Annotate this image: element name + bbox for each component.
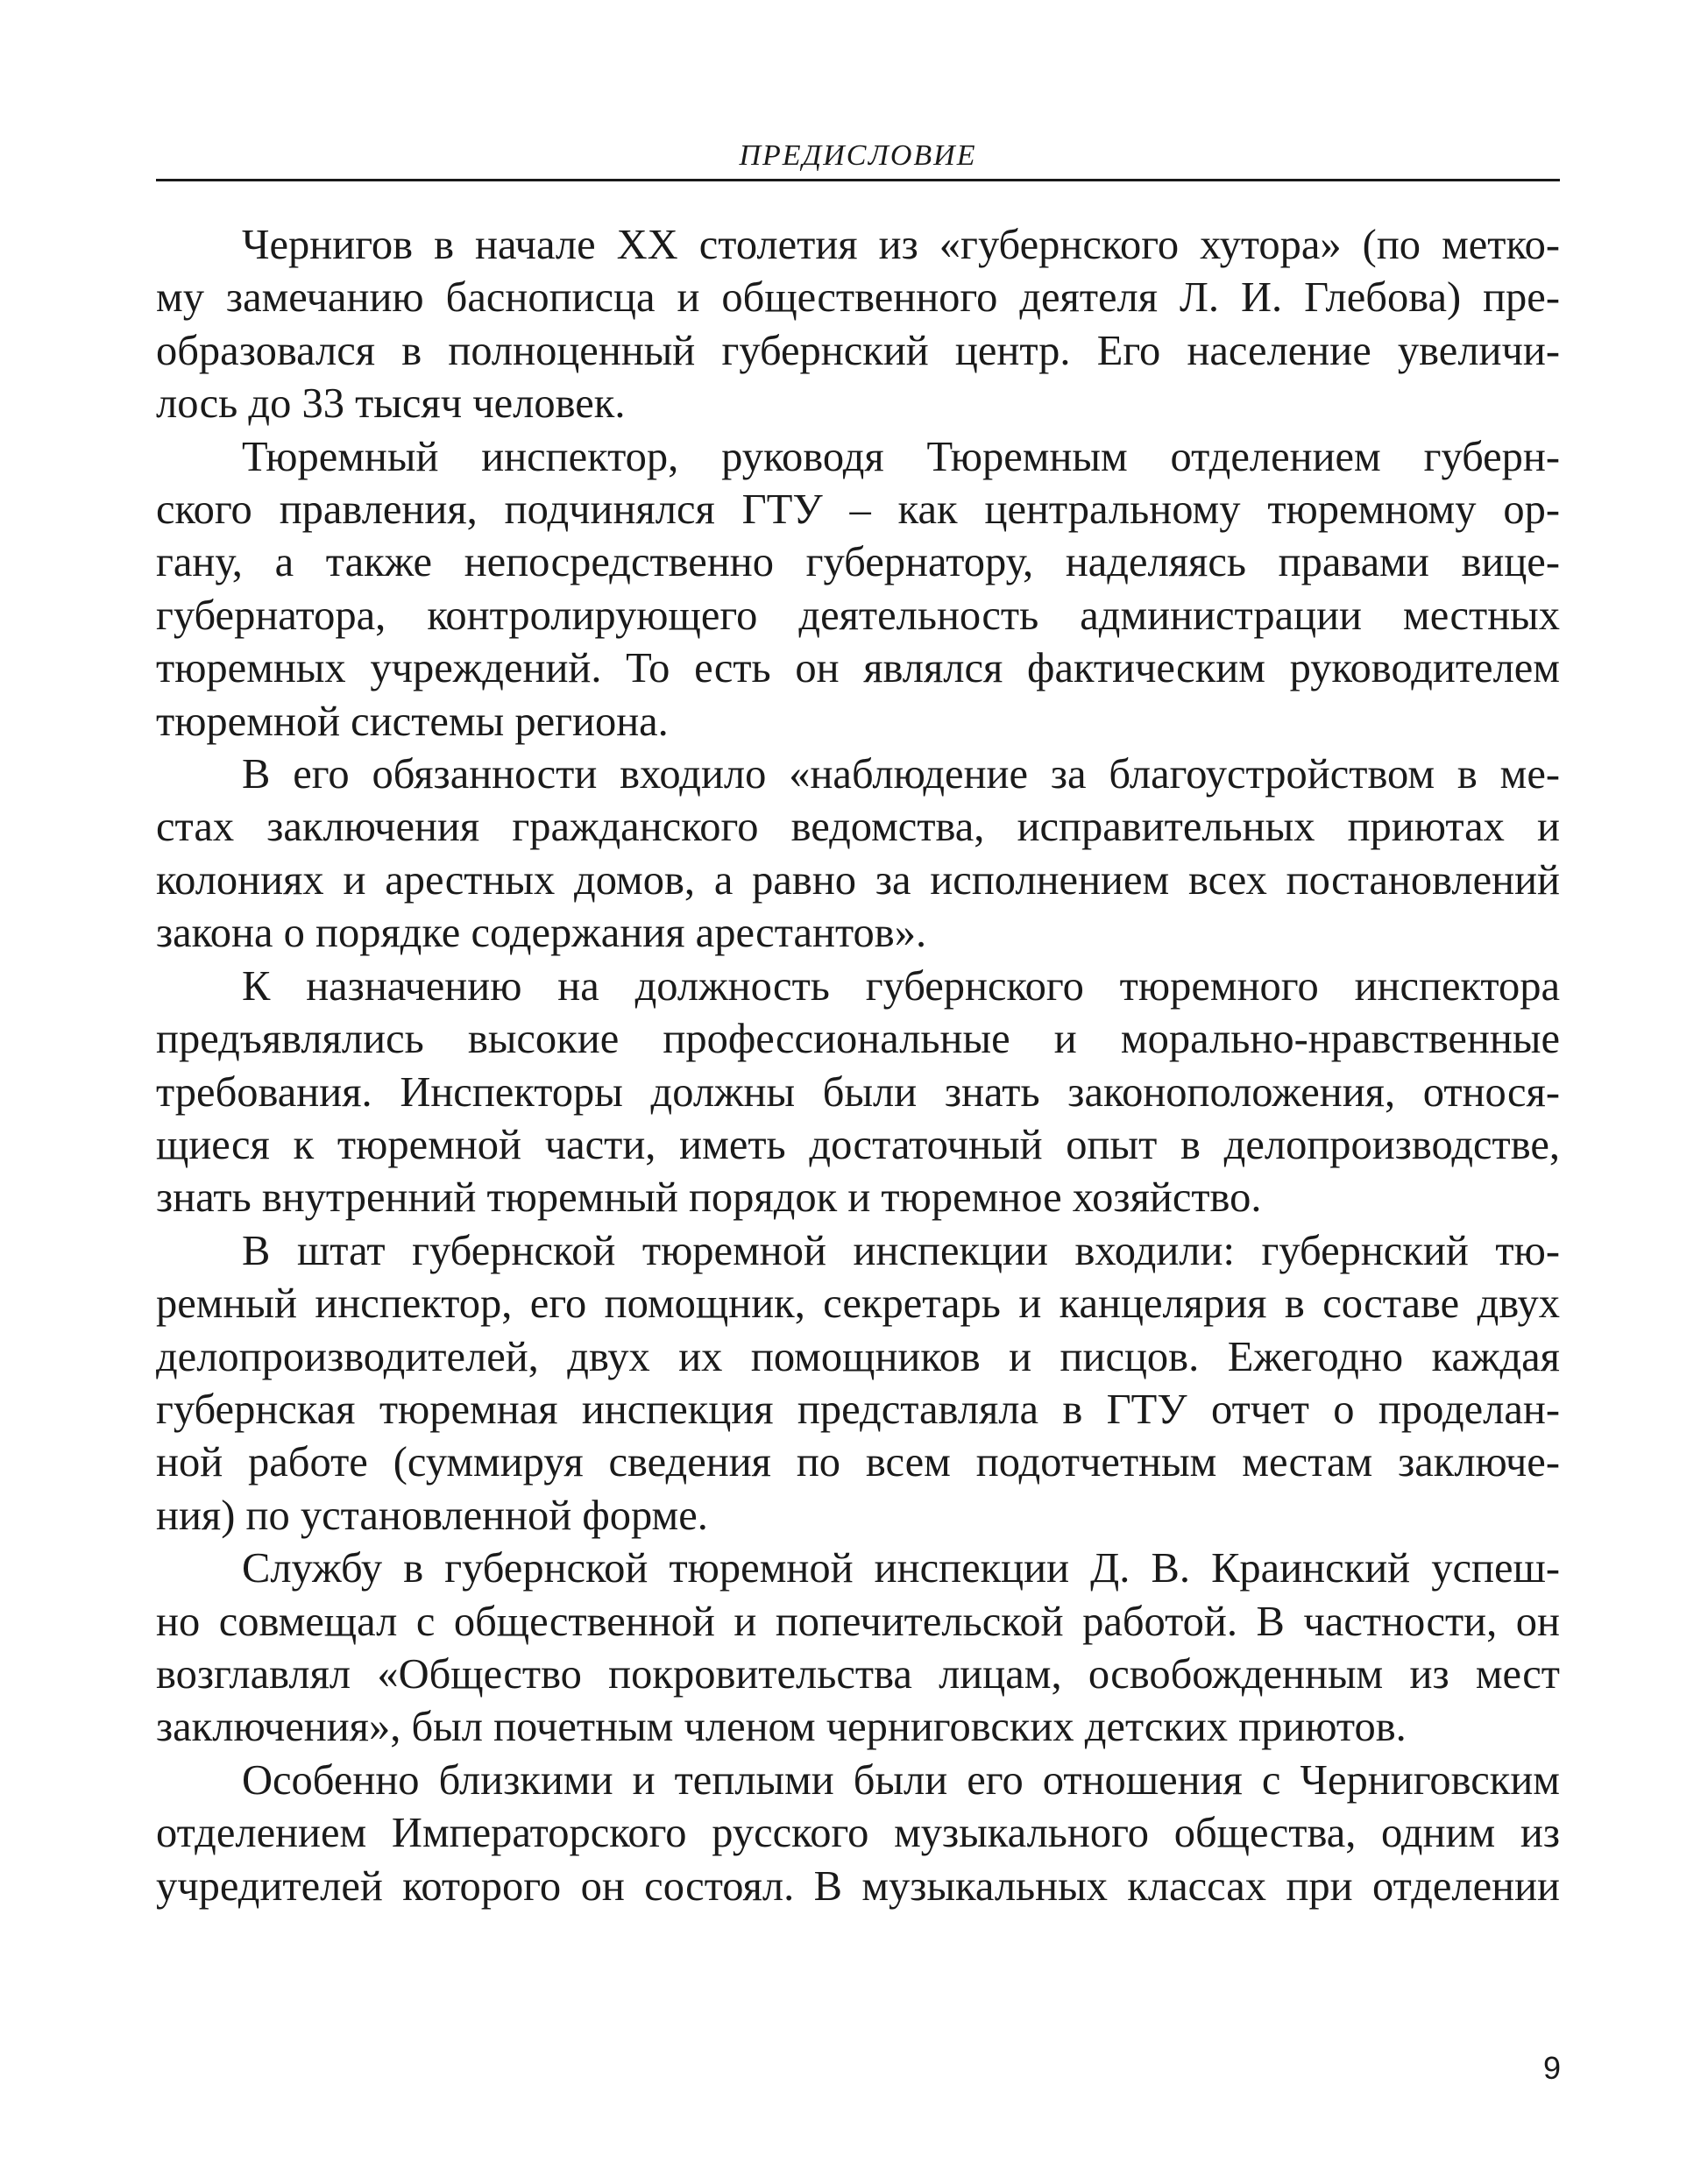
paragraph <box>156 748 1560 961</box>
text-line: В штат губернской тюремной инспекции входили: губернский тю- <box>242 1227 1560 1274</box>
text-line: В его обязанности входило «наблюдение за благоустройством в ме- <box>242 751 1560 798</box>
text-line: гану, а также непосредственно губернатору, наделяясь правами вице- <box>156 539 1560 586</box>
text-line: требования. Инспекторы должны были знать законоположения, относя- <box>156 1068 1560 1116</box>
text-line: тюремной системы региона. <box>156 698 669 745</box>
text-line: тюремных учреждений. То есть он являлся фактическим руководителем <box>156 645 1560 692</box>
text-line: отделением Императорского русского музыкального общества, одним из <box>156 1810 1560 1857</box>
text-line: знать внутренний тюремный порядок и тюремное хозяйство. <box>156 1174 1262 1222</box>
text-line: губернатора, контролирующего деятельность администрации местных <box>156 592 1560 639</box>
text-line: ния) по установленной форме. <box>156 1492 708 1539</box>
text-line: Службу в губернской тюремной инспекции Д. В. Краинский успеш- <box>242 1545 1560 1592</box>
running-head: ПРЕДИСЛОВИЕ <box>739 139 977 172</box>
paragraph <box>156 1755 1560 1913</box>
text-line: К назначению на должность губернского тюремного инспектора <box>242 962 1560 1010</box>
text-line: му замечанию баснописца и общественного деятеля Л. И. Глебова) пре- <box>156 274 1560 322</box>
text-line: учредителей которого он состоял. В музыкальных классах при отделении <box>156 1862 1560 1910</box>
text-line: лось до 33 тысяч человек. <box>156 380 626 428</box>
text-line: колониях и арестных домов, а равно за исполнением всех постановлений <box>156 856 1560 904</box>
body-text <box>156 219 1560 1913</box>
text-line: ремный инспектор, его помощник, секретарь и канцелярия в составе двух <box>156 1280 1560 1328</box>
text-line: ского правления, подчинялся ГТУ – как центральному тюремному ор- <box>156 486 1560 534</box>
paragraph <box>156 961 1560 1225</box>
text-line: ной работе (суммируя сведения по всем подотчетным местам заключе- <box>156 1439 1560 1486</box>
paragraph <box>156 1542 1560 1755</box>
text-line: образовался в полноценный губернский центр. Его население увеличи- <box>156 327 1560 374</box>
text-line: Тюремный инспектор, руководя Тюремным отделением губерн- <box>242 433 1560 480</box>
header-rule <box>156 179 1560 181</box>
text-line: заключения», был почетным членом черниговских детских приютов. <box>156 1704 1407 1751</box>
text-line: Чернигов в начале XX столетия из «губернского хутора» (по метко- <box>242 222 1560 268</box>
text-line: предъявлялись высокие профессиональные и морально-нравственные <box>156 1016 1560 1063</box>
text-line: делопроизводителей, двух их помощников и писцов. Ежегодно каждая <box>156 1333 1560 1380</box>
paragraph <box>156 1225 1560 1542</box>
text-line: Особенно близкими и теплыми были его отношения с Черниговским <box>242 1756 1560 1804</box>
paragraph <box>156 431 1560 748</box>
text-line: щиеся к тюремной части, иметь достаточный опыт в делопроизводстве, <box>156 1121 1560 1168</box>
text-line: стах заключения гражданского ведомства, исправительных приютах и <box>156 804 1560 851</box>
paragraph <box>156 219 1560 431</box>
text-line: возглавлял «Общество покровительства лицам, освобожденным из мест <box>156 1650 1560 1698</box>
text-line: но совмещал с общественной и попечительской работой. В частности, он <box>156 1598 1560 1645</box>
page-number: 9 <box>1542 2050 1561 2086</box>
text-line: закона о порядке содержания арестантов». <box>156 910 927 957</box>
text-line: губернская тюремная инспекция представляла в ГТУ отчет о проделан- <box>156 1386 1560 1433</box>
